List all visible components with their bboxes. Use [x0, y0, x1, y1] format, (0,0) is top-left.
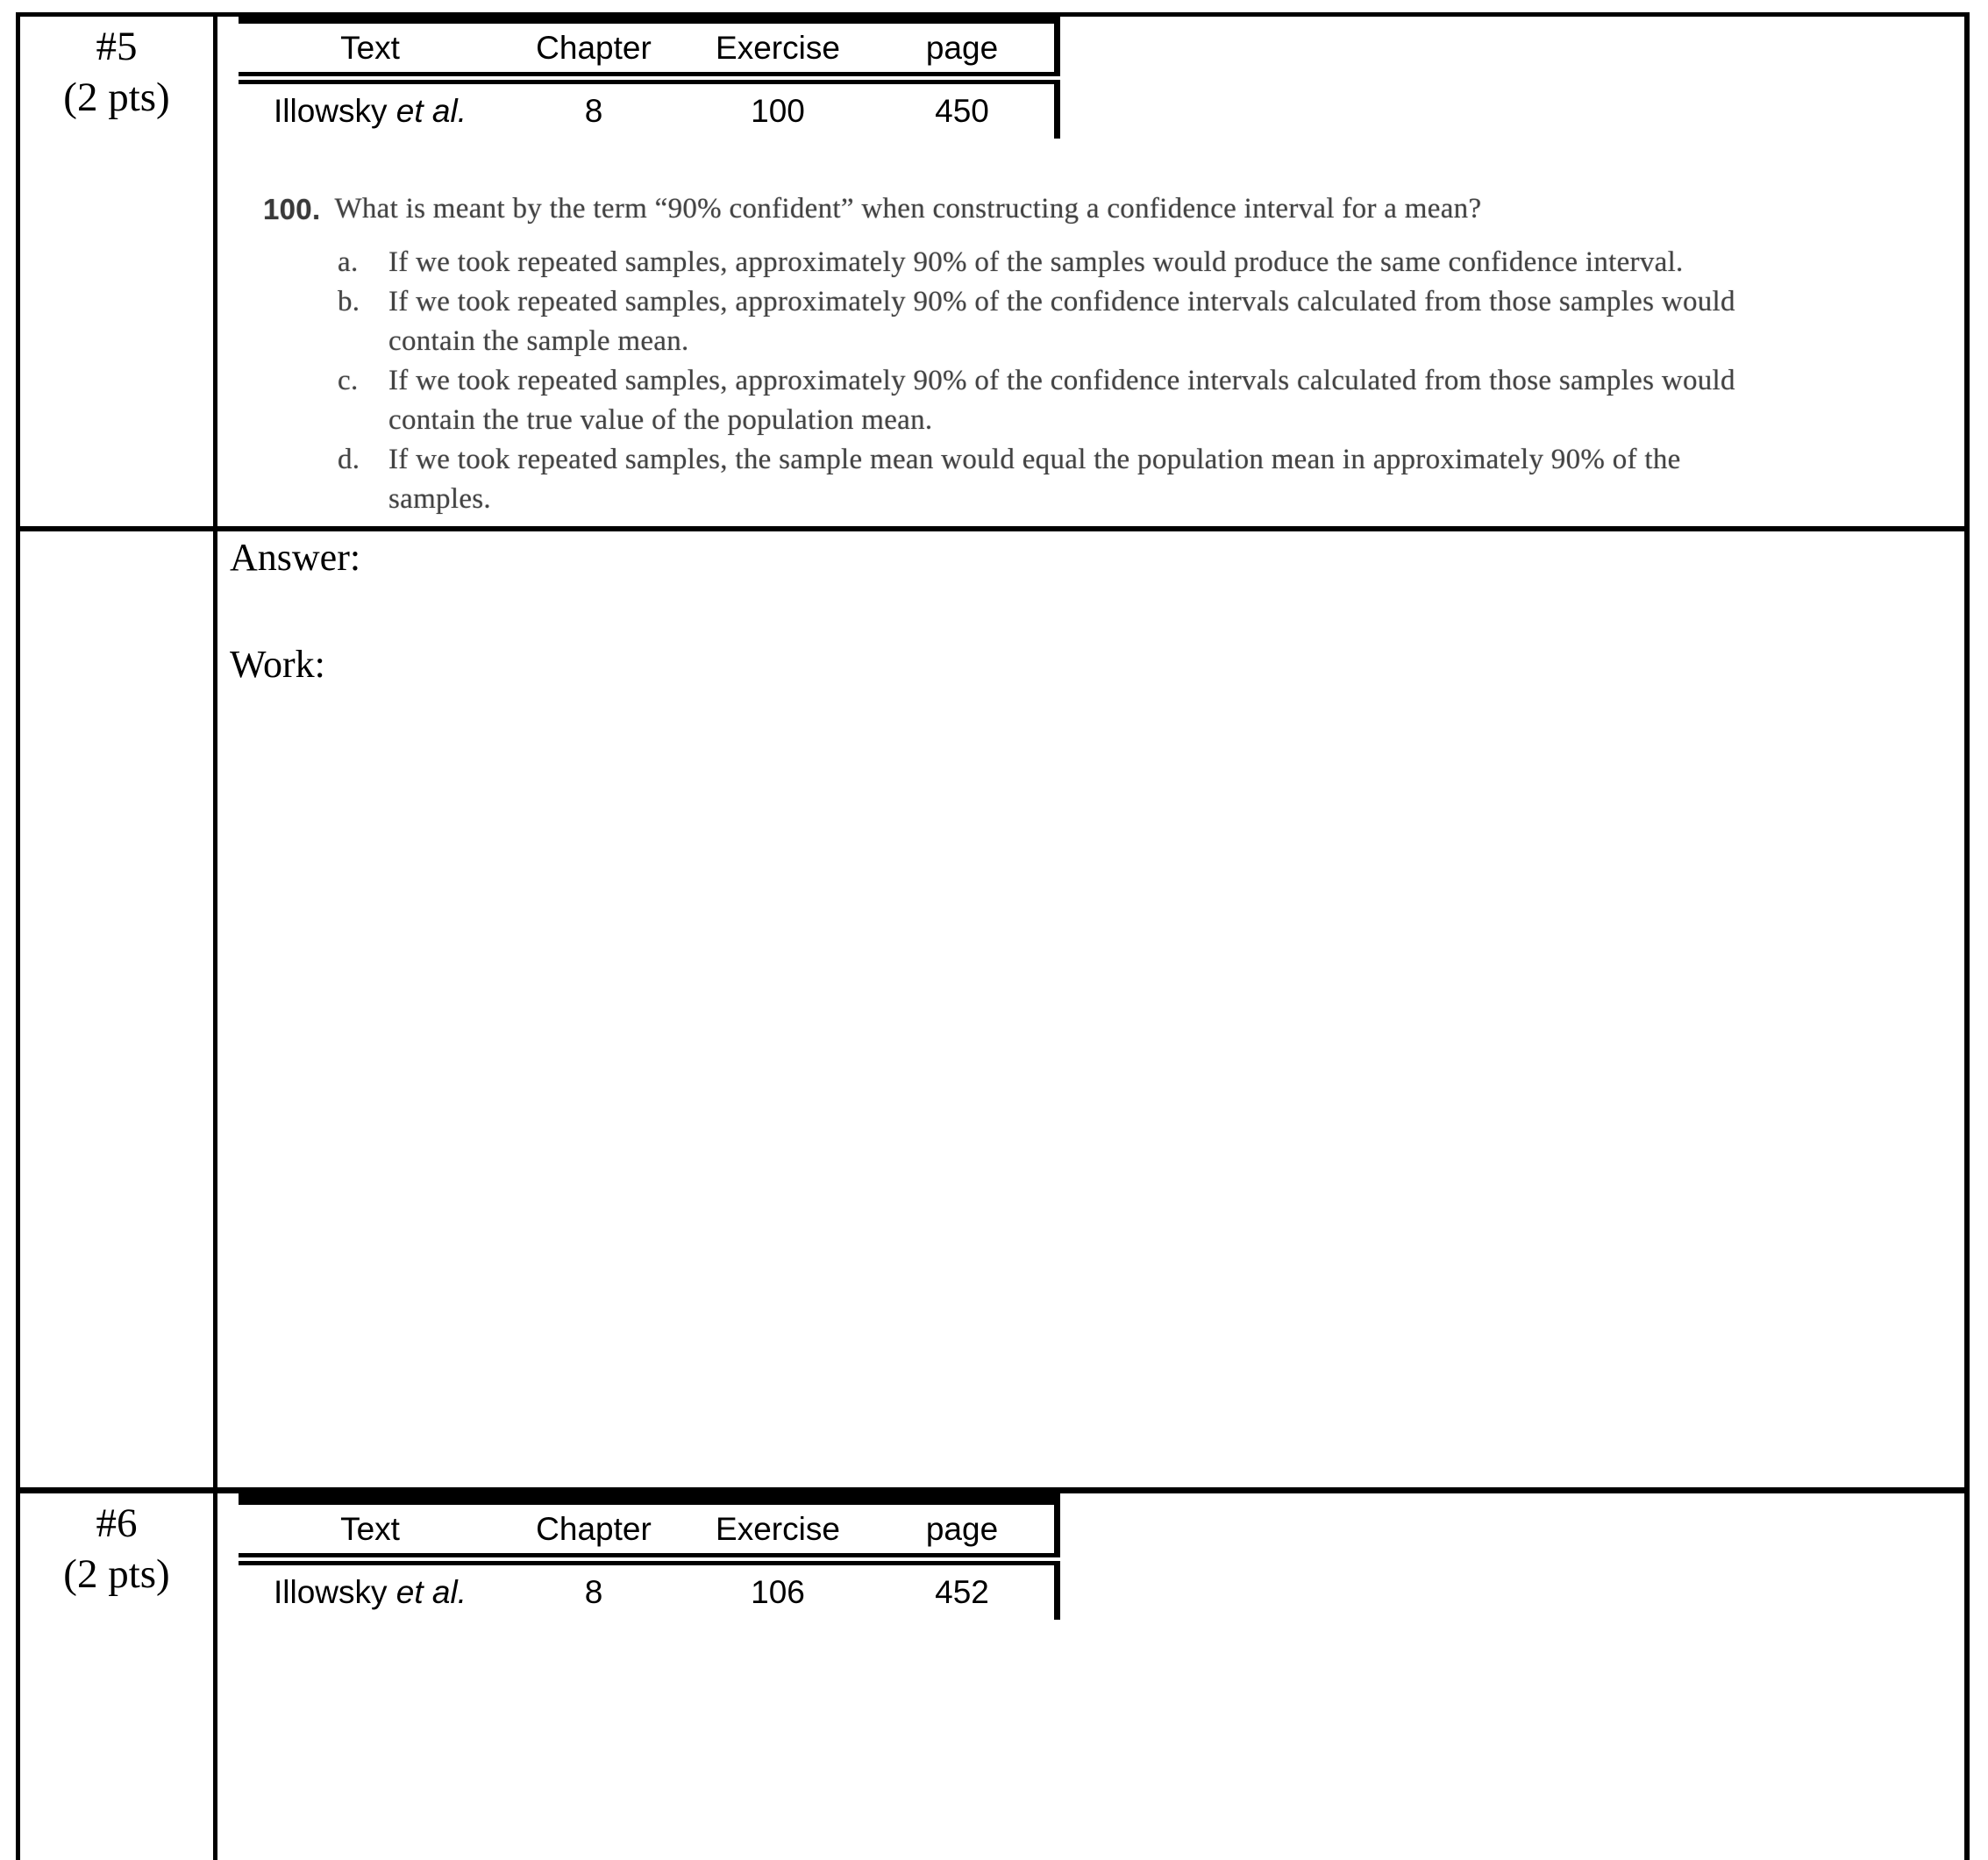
question-prompt-line [263, 189, 1951, 229]
option-d-text [388, 440, 1681, 519]
option-c-line-1: If we took repeated samples, approximately 90% of the confidence intervals calculated from those samples would [388, 365, 1735, 396]
ref-author: Illowsky [273, 93, 388, 129]
option-a [263, 243, 1951, 282]
row-divider-problem-6 [16, 1487, 1970, 1493]
problem-6-points: (2 pts) [63, 1551, 170, 1597]
ref-page-cell: 450 [935, 93, 989, 129]
answer-label: Answer: [230, 536, 361, 579]
reference-table-problem-6 [239, 1493, 1060, 1620]
problem-5-label-cell [20, 21, 213, 123]
column-header-exercise: Exercise [686, 18, 870, 79]
question-number: 100. [263, 193, 321, 225]
question-excerpt [263, 189, 1951, 519]
column-header-chapter: Chapter [502, 18, 686, 79]
row-divider-answer [16, 526, 1970, 531]
option-b-line-1: If we took repeated samples, approximately 90% of the confidence intervals calculated from those samples would [388, 286, 1735, 317]
option-c-line-2: contain the true value of the population mean. [388, 404, 933, 436]
work-label: Work: [230, 643, 325, 686]
column-header-exercise: Exercise [686, 1500, 870, 1560]
reference-header-row [239, 1500, 1058, 1560]
option-d-label: d. [338, 444, 360, 475]
ref-author: Illowsky [273, 1574, 388, 1610]
option-b-text [388, 282, 1735, 361]
option-d [263, 440, 1951, 519]
column-divider [213, 12, 217, 1860]
problem-6-label-cell [20, 1498, 213, 1600]
problem-6-number: #6 [96, 1500, 138, 1546]
ref-text-cell [239, 78, 502, 139]
option-c-text [388, 361, 1735, 440]
option-d-line-2: samples. [388, 483, 491, 515]
ref-page-cell: 452 [935, 1574, 989, 1610]
problem-5-points: (2 pts) [63, 75, 170, 120]
ref-text-cell [239, 1559, 502, 1620]
option-c [263, 361, 1951, 440]
ref-exercise-cell: 106 [751, 1574, 805, 1610]
option-b [263, 282, 1951, 361]
column-header-text: Text [239, 18, 502, 79]
option-b-line-2: contain the sample mean. [388, 325, 689, 357]
reference-data-row [239, 1559, 1058, 1620]
reference-data-row [239, 78, 1058, 139]
option-a-text [388, 243, 1684, 282]
ref-chapter-cell: 8 [584, 1574, 603, 1610]
option-b-label: b. [338, 286, 360, 317]
ref-exercise-cell: 100 [751, 93, 805, 129]
column-header-page: page [870, 18, 1058, 79]
question-options [263, 243, 1951, 519]
option-a-label: a. [338, 246, 359, 278]
option-c-label: c. [338, 365, 359, 396]
option-d-line-1: If we took repeated samples, the sample mean would equal the population mean in approximately 90% of the [388, 444, 1681, 475]
outer-border-right [1964, 12, 1970, 1860]
ref-etal: et al. [395, 1574, 467, 1610]
column-header-chapter: Chapter [502, 1500, 686, 1560]
reference-table-problem-5 [239, 12, 1060, 139]
option-a-line-1: If we took repeated samples, approximately 90% of the samples would produce the same confidence interval. [388, 246, 1684, 278]
column-header-page: page [870, 1500, 1058, 1560]
reference-header-row [239, 18, 1058, 79]
problem-5-number: #5 [96, 24, 138, 69]
ref-chapter-cell: 8 [584, 93, 603, 129]
column-header-text: Text [239, 1500, 502, 1560]
question-prompt: What is meant by the term “90% confident” when constructing a confidence interval for a mean? [334, 193, 1482, 224]
ref-etal: et al. [395, 93, 467, 129]
